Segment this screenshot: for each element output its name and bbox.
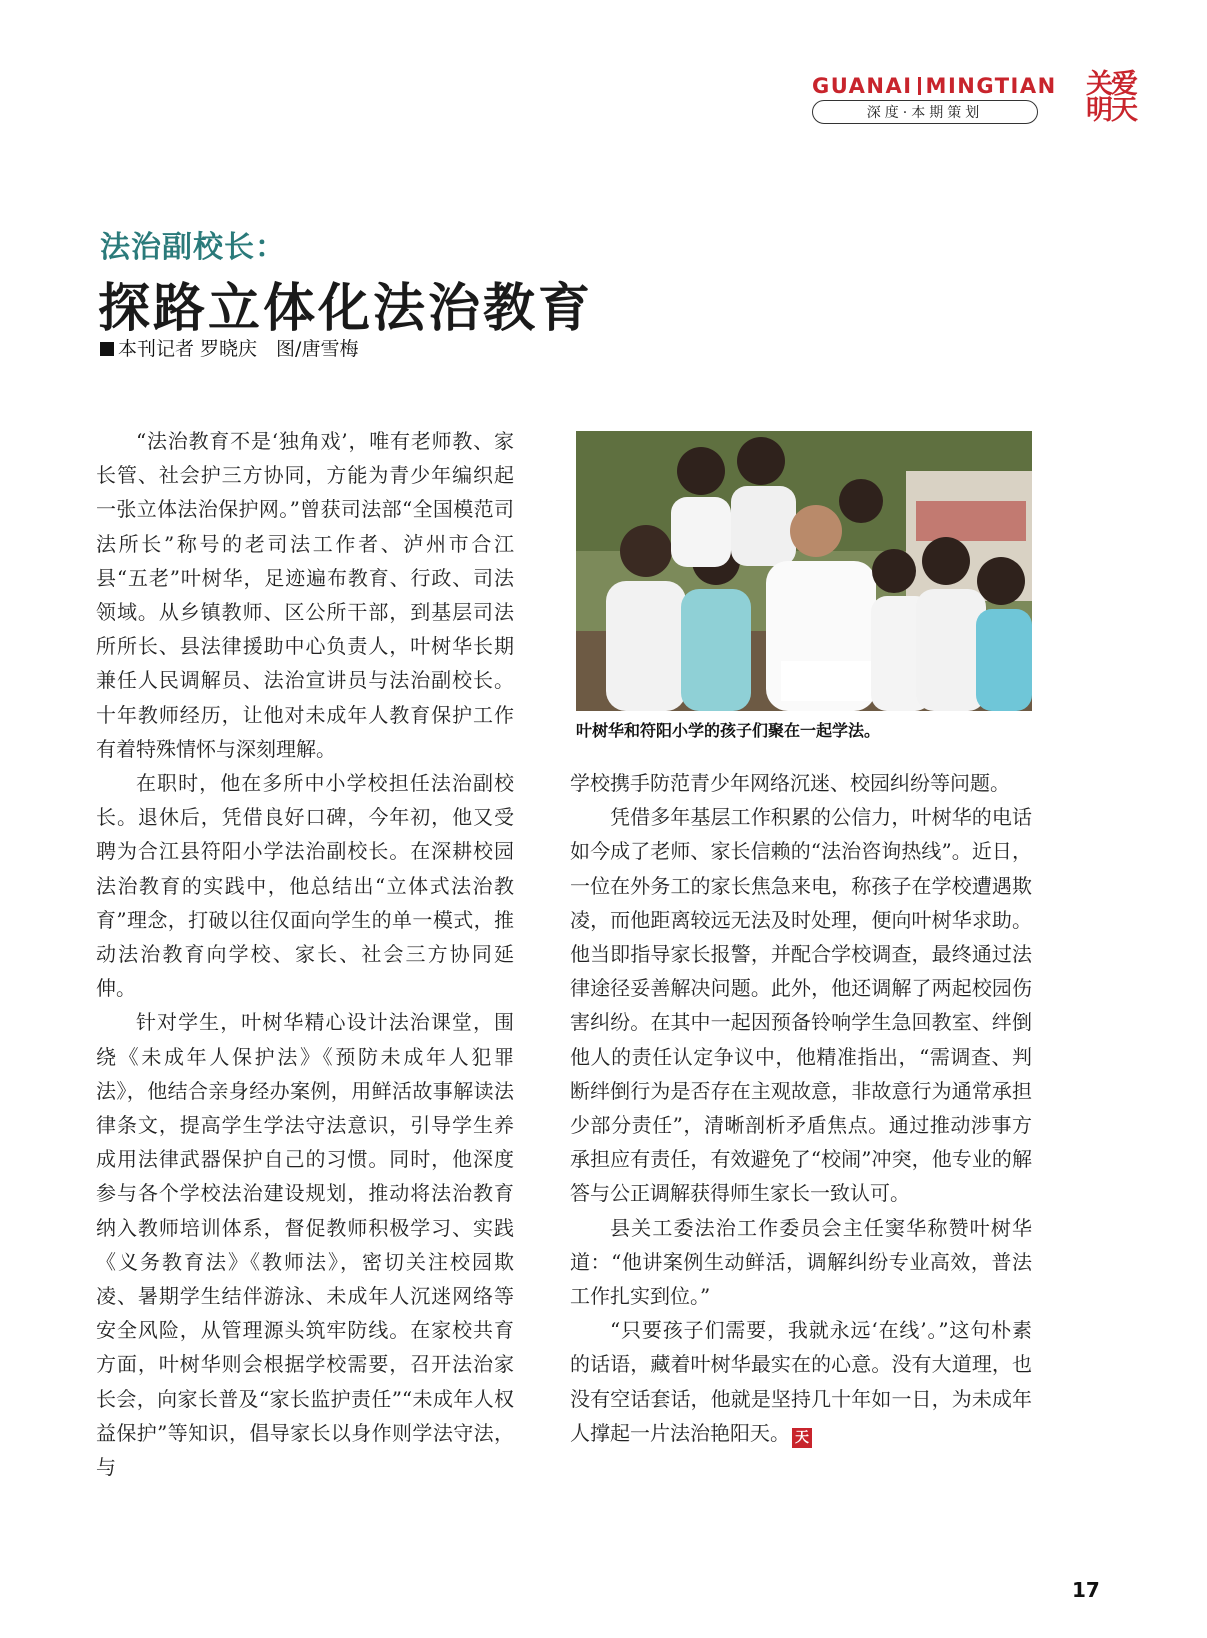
paragraph: 针对学生，叶树华精心设计法治课堂，围绕《未成年人保护法》《预防未成年人犯罪法》，他结合亲身经办案例，用鲜活故事解读法律条文，提高学生学法守法意识，引导学生养成用法律武器保护自己的习惯。同时，他深度参与各个学校法治建设规划，推动将法治教育纳入教师培训体系，督促教师积极学习、实践《义务教育法》《教师法》，密切关注校园欺凌、暑期学生结伴游泳、未成年人沉迷网络等安全风险，从管理源头筑牢防线。在家校共育方面，叶树华则会根据学校需要，召开法治家长会，向家长普及“家长监护责任”“未成年人权益保护”等知识，倡导家长以身作则学法守法，与 — [96, 1010, 514, 1480]
paragraph: “法治教育不是‘独角戏’，唯有老师教、家长管、社会护三方协同，方能为青少年编织起一张立体法治保护网。”曾获司法部“全国模范司法所长”称号的老司法工作者、泸州市合江县“五老”叶树华，足迹遍布教育、行政、司法领域。从乡镇教师、区公所干部，到基层司法所所长、县法律援助中心负责人，叶树华长期兼任人民调解员、法治宣讲员与法治副校长。十年教师经历，让他对未成年人教育保护工作有着特殊情怀与深刻理解。 — [96, 429, 514, 761]
brand-english — [812, 74, 1070, 98]
article-title: 探路立体化法治教育 — [98, 278, 594, 339]
photo-caption: 叶树华和符阳小学的孩子们聚在一起学法。 — [576, 721, 881, 740]
byline-text: 本刊记者 罗晓庆 图/唐雪梅 — [118, 338, 359, 360]
paragraph-text: “只要孩子们需要，我就永远‘在线’。”这句朴素的话语，藏着叶树华最实在的心意。没有大道理，也没有空话套话，他就是坚持几十年如一日，为未成年人撑起一片法治艳阳天。 — [570, 1318, 1032, 1445]
brand-chinese: 关爱明天 — [1086, 69, 1136, 126]
magazine-brand — [812, 74, 1070, 121]
article-photo — [576, 431, 1032, 711]
left-column — [96, 424, 514, 1484]
end-mark-icon: 天 — [792, 1428, 812, 1448]
paragraph: 县关工委法治工作委员会主任窦华称赞叶树华道：“他讲案例生动鲜活，调解纠纷专业高效，普法工作扎实到位。” — [570, 1215, 1032, 1309]
paragraph: 学校携手防范青少年网络沉迷、校园纠纷等问题。 — [570, 771, 1010, 795]
article-byline — [100, 334, 358, 361]
brand-en-right: MINGTIAN — [925, 74, 1057, 98]
page-number: 17 — [1072, 1578, 1100, 1602]
brand-en-left: GUANAI — [812, 74, 913, 98]
byline-square-icon — [100, 342, 114, 356]
paragraph: 在职时，他在多所中小学校担任法治副校长。退休后，凭借良好口碑，今年初，他又受聘为合江县符阳小学法治副校长。在深耕校园法治教育的实践中，他总结出“立体式法治教育”理念，打破以往仅面向学生的单一模式，推动法治教育向学校、家长、社会三方协同延伸。 — [96, 771, 514, 1001]
paragraph: 凭借多年基层工作积累的公信力，叶树华的电话如今成了老师、家长信赖的“法治咨询热线”。近日，一位在外务工的家长焦急来电，称孩子在学校遭遇欺凌，而他距离较远无法及时处理，便向叶树华求助。他当即指导家长报警，并配合学校调查，最终通过法律途径妥善解决问题。此外，他还调解了两起校园伤害纠纷。在其中一起因预备铃响学生急回教室、绊倒他人的责任认定争议中，他精准指出，“需调查、判断绊倒行为是否存在主观故意，非故意行为通常承担少部分责任”，清晰剖析矛盾焦点。通过推动涉事方承担应有责任，有效避免了“校闹”冲突，他专业的解答与公正调解获得师生家长一致认可。 — [570, 805, 1032, 1206]
article-kicker: 法治副校长： — [100, 230, 286, 265]
right-column — [570, 766, 1032, 1450]
section-label: 深度·本期策划 — [812, 100, 1038, 124]
paragraph — [570, 1313, 1032, 1450]
